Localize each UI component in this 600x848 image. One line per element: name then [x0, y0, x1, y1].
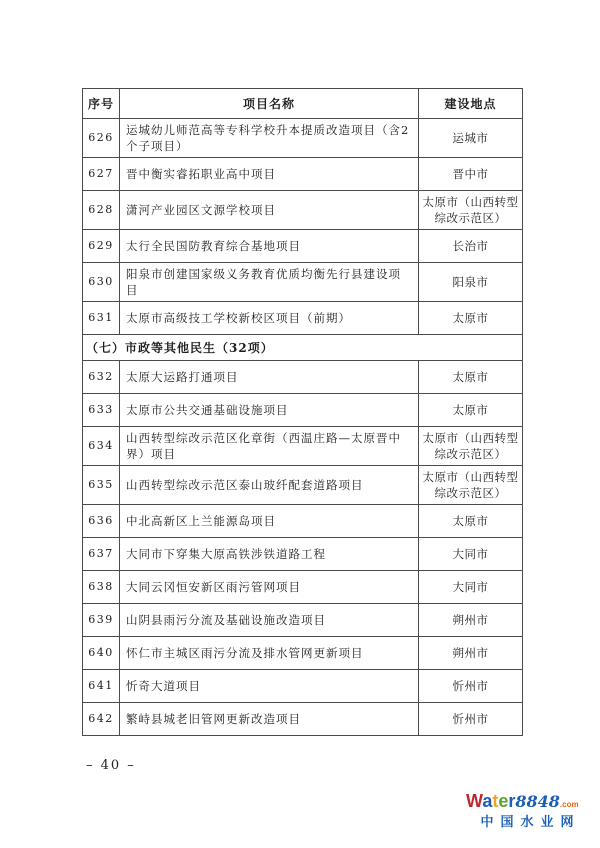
build-location: 朔州市 [419, 637, 523, 670]
project-name: 中北高新区上兰能源岛项目 [120, 505, 419, 538]
build-location: 大同市 [419, 538, 523, 571]
table-header [83, 89, 523, 119]
project-name: 山阴县雨污分流及基础设施改造项目 [120, 604, 419, 637]
column-header-no: 序号 [83, 89, 120, 119]
logo-letter: a [482, 791, 493, 811]
build-location: 太原市 [419, 302, 523, 335]
logo-water-text [466, 791, 515, 811]
project-name: 忻奇大道项目 [120, 670, 419, 703]
build-location: 太原市（山西转型综改示范区） [419, 427, 523, 466]
project-name: 山西转型综改示范区化章街（西温庄路—太原晋中界）项目 [120, 427, 419, 466]
table-row [83, 538, 523, 571]
row-number: 636 [83, 505, 120, 538]
table-row [83, 703, 523, 736]
row-number: 638 [83, 571, 120, 604]
table-row [83, 158, 523, 191]
row-number: 629 [83, 230, 120, 263]
water8848-logo [466, 792, 588, 828]
row-number: 628 [83, 191, 120, 230]
row-number: 642 [83, 703, 120, 736]
row-number: 634 [83, 427, 120, 466]
logo-com-text: .com [559, 800, 579, 809]
row-number: 630 [83, 263, 120, 302]
table-row [83, 394, 523, 427]
build-location: 大同市 [419, 571, 523, 604]
row-number: 633 [83, 394, 120, 427]
project-name: 太行全民国防教育综合基地项目 [120, 230, 419, 263]
build-location: 太原市 [419, 394, 523, 427]
table-row [83, 571, 523, 604]
build-location: 太原市 [419, 361, 523, 394]
project-name: 阳泉市创建国家级义务教育优质均衡先行县建设项目 [120, 263, 419, 302]
project-name: 大同云冈恒安新区雨污管网项目 [120, 571, 419, 604]
logo-letter: r [508, 791, 516, 811]
project-name: 怀仁市主城区雨污分流及排水管网更新项目 [120, 637, 419, 670]
logo-letter: W [466, 791, 483, 811]
build-location: 太原市（山西转型综改示范区） [419, 466, 523, 505]
table-row [83, 505, 523, 538]
logo-8848-text: 8848 [515, 792, 560, 811]
column-header-location: 建设地点 [419, 89, 523, 119]
row-number: 639 [83, 604, 120, 637]
build-location: 太原市 [419, 505, 523, 538]
row-number: 637 [83, 538, 120, 571]
build-location: 运城市 [419, 119, 523, 158]
project-name: 太原市高级技工学校新校区项目（前期） [120, 302, 419, 335]
build-location: 阳泉市 [419, 263, 523, 302]
table-row [83, 191, 523, 230]
row-number: 641 [83, 670, 120, 703]
page-number: – 40 – [86, 758, 136, 773]
row-number: 627 [83, 158, 120, 191]
table-row [83, 670, 523, 703]
table-row [83, 637, 523, 670]
table-body [83, 119, 523, 736]
project-name: 繁峙县城老旧管网更新改造项目 [120, 703, 419, 736]
row-number: 635 [83, 466, 120, 505]
build-location: 忻州市 [419, 670, 523, 703]
row-number: 632 [83, 361, 120, 394]
build-location: 长治市 [419, 230, 523, 263]
table-row [83, 263, 523, 302]
build-location: 忻州市 [419, 703, 523, 736]
project-name: 大同市下穿集大原高铁涉铁道路工程 [120, 538, 419, 571]
header-row [83, 89, 523, 119]
table-row [83, 361, 523, 394]
table-row [83, 230, 523, 263]
table-row [83, 302, 523, 335]
logo-wordmark [466, 792, 588, 811]
logo-letter: e [498, 791, 509, 811]
row-number: 640 [83, 637, 120, 670]
build-location: 晋中市 [419, 158, 523, 191]
row-number: 626 [83, 119, 120, 158]
project-name: 太原大运路打通项目 [120, 361, 419, 394]
table-row [83, 466, 523, 505]
logo-subtitle: 中国水业网 [480, 814, 581, 829]
project-table [82, 88, 523, 736]
project-name: 山西转型综改示范区泰山玻纤配套道路项目 [120, 466, 419, 505]
table-row [83, 119, 523, 158]
logo-letter: t [492, 791, 499, 811]
section-header: （七）市政等其他民生（32项） [83, 335, 523, 361]
project-name: 运城幼儿师范高等专科学校升本提质改造项目（含2个子项目） [120, 119, 419, 158]
project-name: 晋中衡实睿拓职业高中项目 [120, 158, 419, 191]
table-row [83, 427, 523, 466]
section-row [83, 335, 523, 361]
build-location: 朔州市 [419, 604, 523, 637]
project-name: 潇河产业园区文源学校项目 [120, 191, 419, 230]
row-number: 631 [83, 302, 120, 335]
table-row [83, 604, 523, 637]
project-name: 太原市公共交通基础设施项目 [120, 394, 419, 427]
build-location: 太原市（山西转型综改示范区） [419, 191, 523, 230]
column-header-name: 项目名称 [120, 89, 419, 119]
